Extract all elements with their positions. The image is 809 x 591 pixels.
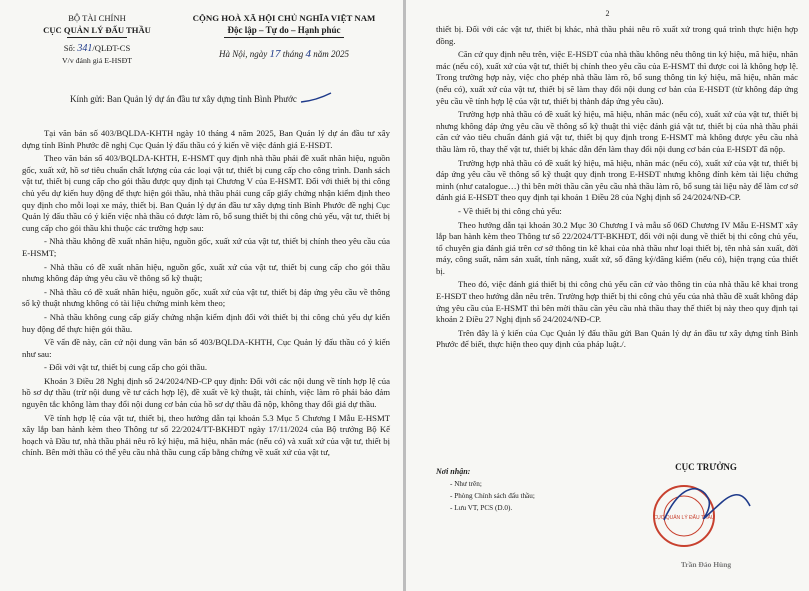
handwritten-doc-number: 341 <box>77 42 93 54</box>
list-item: - Nhà thầu có đề xuất nhãn hiệu, nguồn gốc, xuất xứ của vật tư, thiết bị đáp ứng yêu cầu về thông số kỹ thuật nhưng không có tài liệu chứng minh kèm theo; <box>22 286 390 309</box>
recipient-item: - Phòng Chính sách đấu thầu; <box>450 492 535 500</box>
section-heading: - Đối với vật tư, thiết bị cung cấp cho gói thầu. <box>44 362 207 373</box>
recipient-item: - Như trên; <box>450 480 482 488</box>
ministry-name: BỘ TÀI CHÍNH <box>68 13 126 23</box>
paragraph: Căn cứ quy định nêu trên, việc E-HSĐT của nhà thầu không nêu thông tin ký hiệu, mã hiệu, nhãn mác (nếu có), xuất xứ của vật tư, thiết bị chính theo yêu cầu của E-HSMT thì được coi là không hợp lệ. Trong trường hợp này, việc cho phép nhà thầu làm rõ, bổ sung thông tin ký hiệu, mã hiệu, nhãn mác (nếu có), xuất xứ của vật tư, thiết bị sẽ làm thay đổi nội dung cơ bản của E-HSĐT (từ không đáp ứng yêu cầu về tính hợp lệ của vật tư, thiết bị thành đáp ứng yêu cầu). <box>436 49 798 106</box>
document-page-1 <box>0 0 403 591</box>
list-item: - Nhà thầu có đề xuất nhãn hiệu, nguồn gốc, xuất xứ của vật tư, thiết bị cung cấp cho gói thầu nhưng không đáp ứng yêu cầu về thông số kỹ thuật; <box>22 261 390 284</box>
page-number: 2 <box>605 9 610 18</box>
document-number: Số: 341/QLĐT-CS <box>63 42 131 54</box>
paragraph: Trường hợp nhà thầu có đề xuất ký hiệu, mã hiệu, nhãn mác (nếu có), xuất xứ của vật tư, thiết bị đáp ứng yêu cầu về thông số kỹ thuật quy định trong E-HSĐT nhưng không đính kèm tài liệu chứng minh (như catalogue…) thì bên mời thầu cần yêu cầu nhà thầu làm rõ, bổ sung tài liệu này để làm cơ sở đánh giá E-HSĐT theo quy định tại khoản 1 Điều 28 của Nghị định số 24/2024/NĐ-CP. <box>436 157 798 203</box>
body-text-page-2 <box>436 24 798 353</box>
paragraph: Theo đó, việc đánh giá thiết bị thi công chủ yếu căn cứ vào thông tin của nhà thầu kê khai trong E-HSĐT theo hướng dẫn nêu trên. Trường hợp thiết bị thi công chủ yếu của nhà thầu đề xuất không đáp ứng yêu cầu của E-HSMT thì bên mời thầu cần yêu cầu nhà thầu thay thế thiết bị này theo quy định tại khoản 2 Điều 27 Nghị định số 24/2024/NĐ-CP. <box>436 279 798 325</box>
issuing-agency-block <box>22 12 172 67</box>
national-motto: Độc lập – Tự do – Hạnh phúc <box>227 25 341 35</box>
paragraph: Khoản 3 Điều 28 Nghị định số 24/2024/NĐ-CP quy định: Đối với các nội dung về tính hợp lệ của hồ sơ dự thầu (trừ nội dung về tư cách hợp lệ), đề xuất về kỹ thuật, tài chính, việc làm rõ phải bảo đảm nguyên tắc không làm thay đổi nội dung cơ bản của hồ sơ dự thầu đã nộp, không thay đổi giá dự thầu. <box>22 375 390 410</box>
national-header-block <box>170 12 398 60</box>
agency-name: CỤC QUẢN LÝ ĐẤU THẦU <box>43 25 151 35</box>
document-subject: V/v đánh giá E-HSĐT <box>62 55 132 65</box>
recipient-item: - Lưu VT, PCS (D.0). <box>450 504 513 512</box>
signature-block <box>626 462 786 569</box>
signer-title: CỤC TRƯỞNG <box>675 462 737 472</box>
paragraph: Theo văn bản số 403/BQLDA-KHTH, E-HSMT quy định nhà thầu phải đề xuất nhãn hiệu, nguồn gốc, xuất xứ, hồ sơ tiêu chuẩn chất lượng của các loại vật tư, thiết bị cung cấp cho công trình. Danh sách vật tư, thiết bị cung cấp cho gói thầu được quy định tại Chương V của E-HSMT. Đối với thiết bị thi công chủ yếu dự kiến huy động để thực hiện gói thầu, nhà thầu phải cung cấp giấy chứng nhận kiểm định theo quy định cho mỗi loại xe máy, thiết bị. Ban Quản lý dự án đầu tư xây dựng tỉnh Bình Phước đề nghị Cục Quản lý đấu thầu có ý kiến việc nhà thầu có được làm rõ, bổ sung thiết bị thi công chủ yếu, vật tư, thiết bị cung cấp cho gói thầu khi thuộc các trường hợp sau: <box>22 153 390 233</box>
document-page-2 <box>406 0 809 591</box>
recipient-line: Kính gửi: Ban Quản lý dự án đầu tư xây dựng tỉnh Bình Phước <box>70 92 390 105</box>
paragraph: thiết bị. Đối với các vật tư, thiết bị khác, nhà thầu phải nêu rõ xuất xứ trong quá trình thực hiện hợp đồng. <box>436 24 798 46</box>
paragraph: Trên đây là ý kiến của Cục Quản lý đấu thầu gửi Ban Quản lý dự án đầu tư xây dựng tỉnh Bình Phước để biết, thực hiện theo quy định của pháp luật./. <box>436 327 798 350</box>
list-item: - Nhà thầu không cung cấp giấy chứng nhận kiểm định đối với thiết bị thi công chủ yếu dự kiến huy động để thực hiện gói thầu. <box>22 311 390 334</box>
issue-date: Hà Nội, ngày 17 tháng 4 năm 2025 <box>218 47 349 60</box>
nation-title: CỘNG HOÀ XÃ HỘI CHỦ NGHĨA VIỆT NAM <box>192 13 376 23</box>
paragraph: Theo hướng dẫn tại khoản 30.2 Mục 30 Chương I và mẫu số 06D Chương IV Mẫu E-HSMT xây lắp ban hành kèm theo Thông tư số 22/2024/TT-BKHĐT, đối với nội dung về thiết bị thi công chủ yếu, tổ chuyên gia đánh giá trên cơ sở thông tin kê khai của nhà thầu như loại thiết bị, tên nhà sản xuất, đời máy, công suất, năm sản xuất, tính năng, xuất xứ, số đăng ký/đăng kiểm (nếu có), hiện trạng của thiết bị. <box>436 219 798 276</box>
signature-and-stamp <box>626 472 786 572</box>
stamp-text: CỤC QUẢN LÝ ĐẤU THẦU <box>653 515 715 521</box>
recipients-title: Nơi nhận: <box>436 467 471 476</box>
list-item: - Nhà thầu không đề xuất nhãn hiệu, nguồn gốc, xuất xứ của vật tư, thiết bị chính theo yêu cầu của E-HSMT; <box>22 236 390 258</box>
recipients-block <box>436 466 606 514</box>
paragraph: Về vấn đề này, căn cứ nội dung văn bản số 403/BQLDA-KHTH, Cục Quản lý đấu thầu có ý kiến như sau: <box>22 337 390 359</box>
handwritten-check-mark <box>299 92 333 104</box>
paragraph: Tại văn bản số 403/BQLDA-KHTH ngày 10 tháng 4 năm 2025, Ban Quản lý dự án đầu tư xây dựng tỉnh Bình Phước đề nghị Cục Quản lý đấu thầu có ý kiến về việc đánh giá E-HSĐT. <box>22 128 390 150</box>
paragraph: Trường hợp nhà thầu có đề xuất ký hiệu, mã hiệu, nhãn mác (nếu có), xuất xứ của vật tư, thiết bị nhưng không đáp ứng yêu cầu về thông số kỹ thuật thì việc đánh giá vật tư, thiết bị của nhà thầu phải căn cứ vào tiêu chuẩn đánh giá vật tư, thiết bị quy định trong E-HSMT mà không được yêu cầu nhà thầu làm rõ, thay thế vật tư, thiết bị khác dẫn đến làm thay đổi nội dung cơ bản của E-HSĐT đã nộp. <box>436 109 798 154</box>
body-text-page-1 <box>22 128 390 461</box>
paragraph: Về tính hợp lệ của vật tư, thiết bị, theo hướng dẫn tại khoản 5.3 Mục 5 Chương I Mẫu E-HSMT xây lắp ban hành kèm theo Thông tư số 22/2024/TT-BKHĐT ngày 17/11/2024 của Bộ trưởng Bộ Kế hoạch và Đầu tư, nhà thầu phải nêu rõ ký hiệu, mã hiệu, nhãn mác (nếu có) và xuất xứ của vật tư, thiết bị chính. Bên mời thầu có thể yêu cầu nhà thầu cung cấp bằng chứng về xuất xứ của vật tư, <box>22 412 390 458</box>
motto-underline <box>224 37 344 38</box>
section-heading: - Về thiết bị thi công chủ yếu: <box>458 205 562 216</box>
agency-underline <box>67 37 127 38</box>
signer-name: Trần Đảo Hùng <box>680 560 732 569</box>
